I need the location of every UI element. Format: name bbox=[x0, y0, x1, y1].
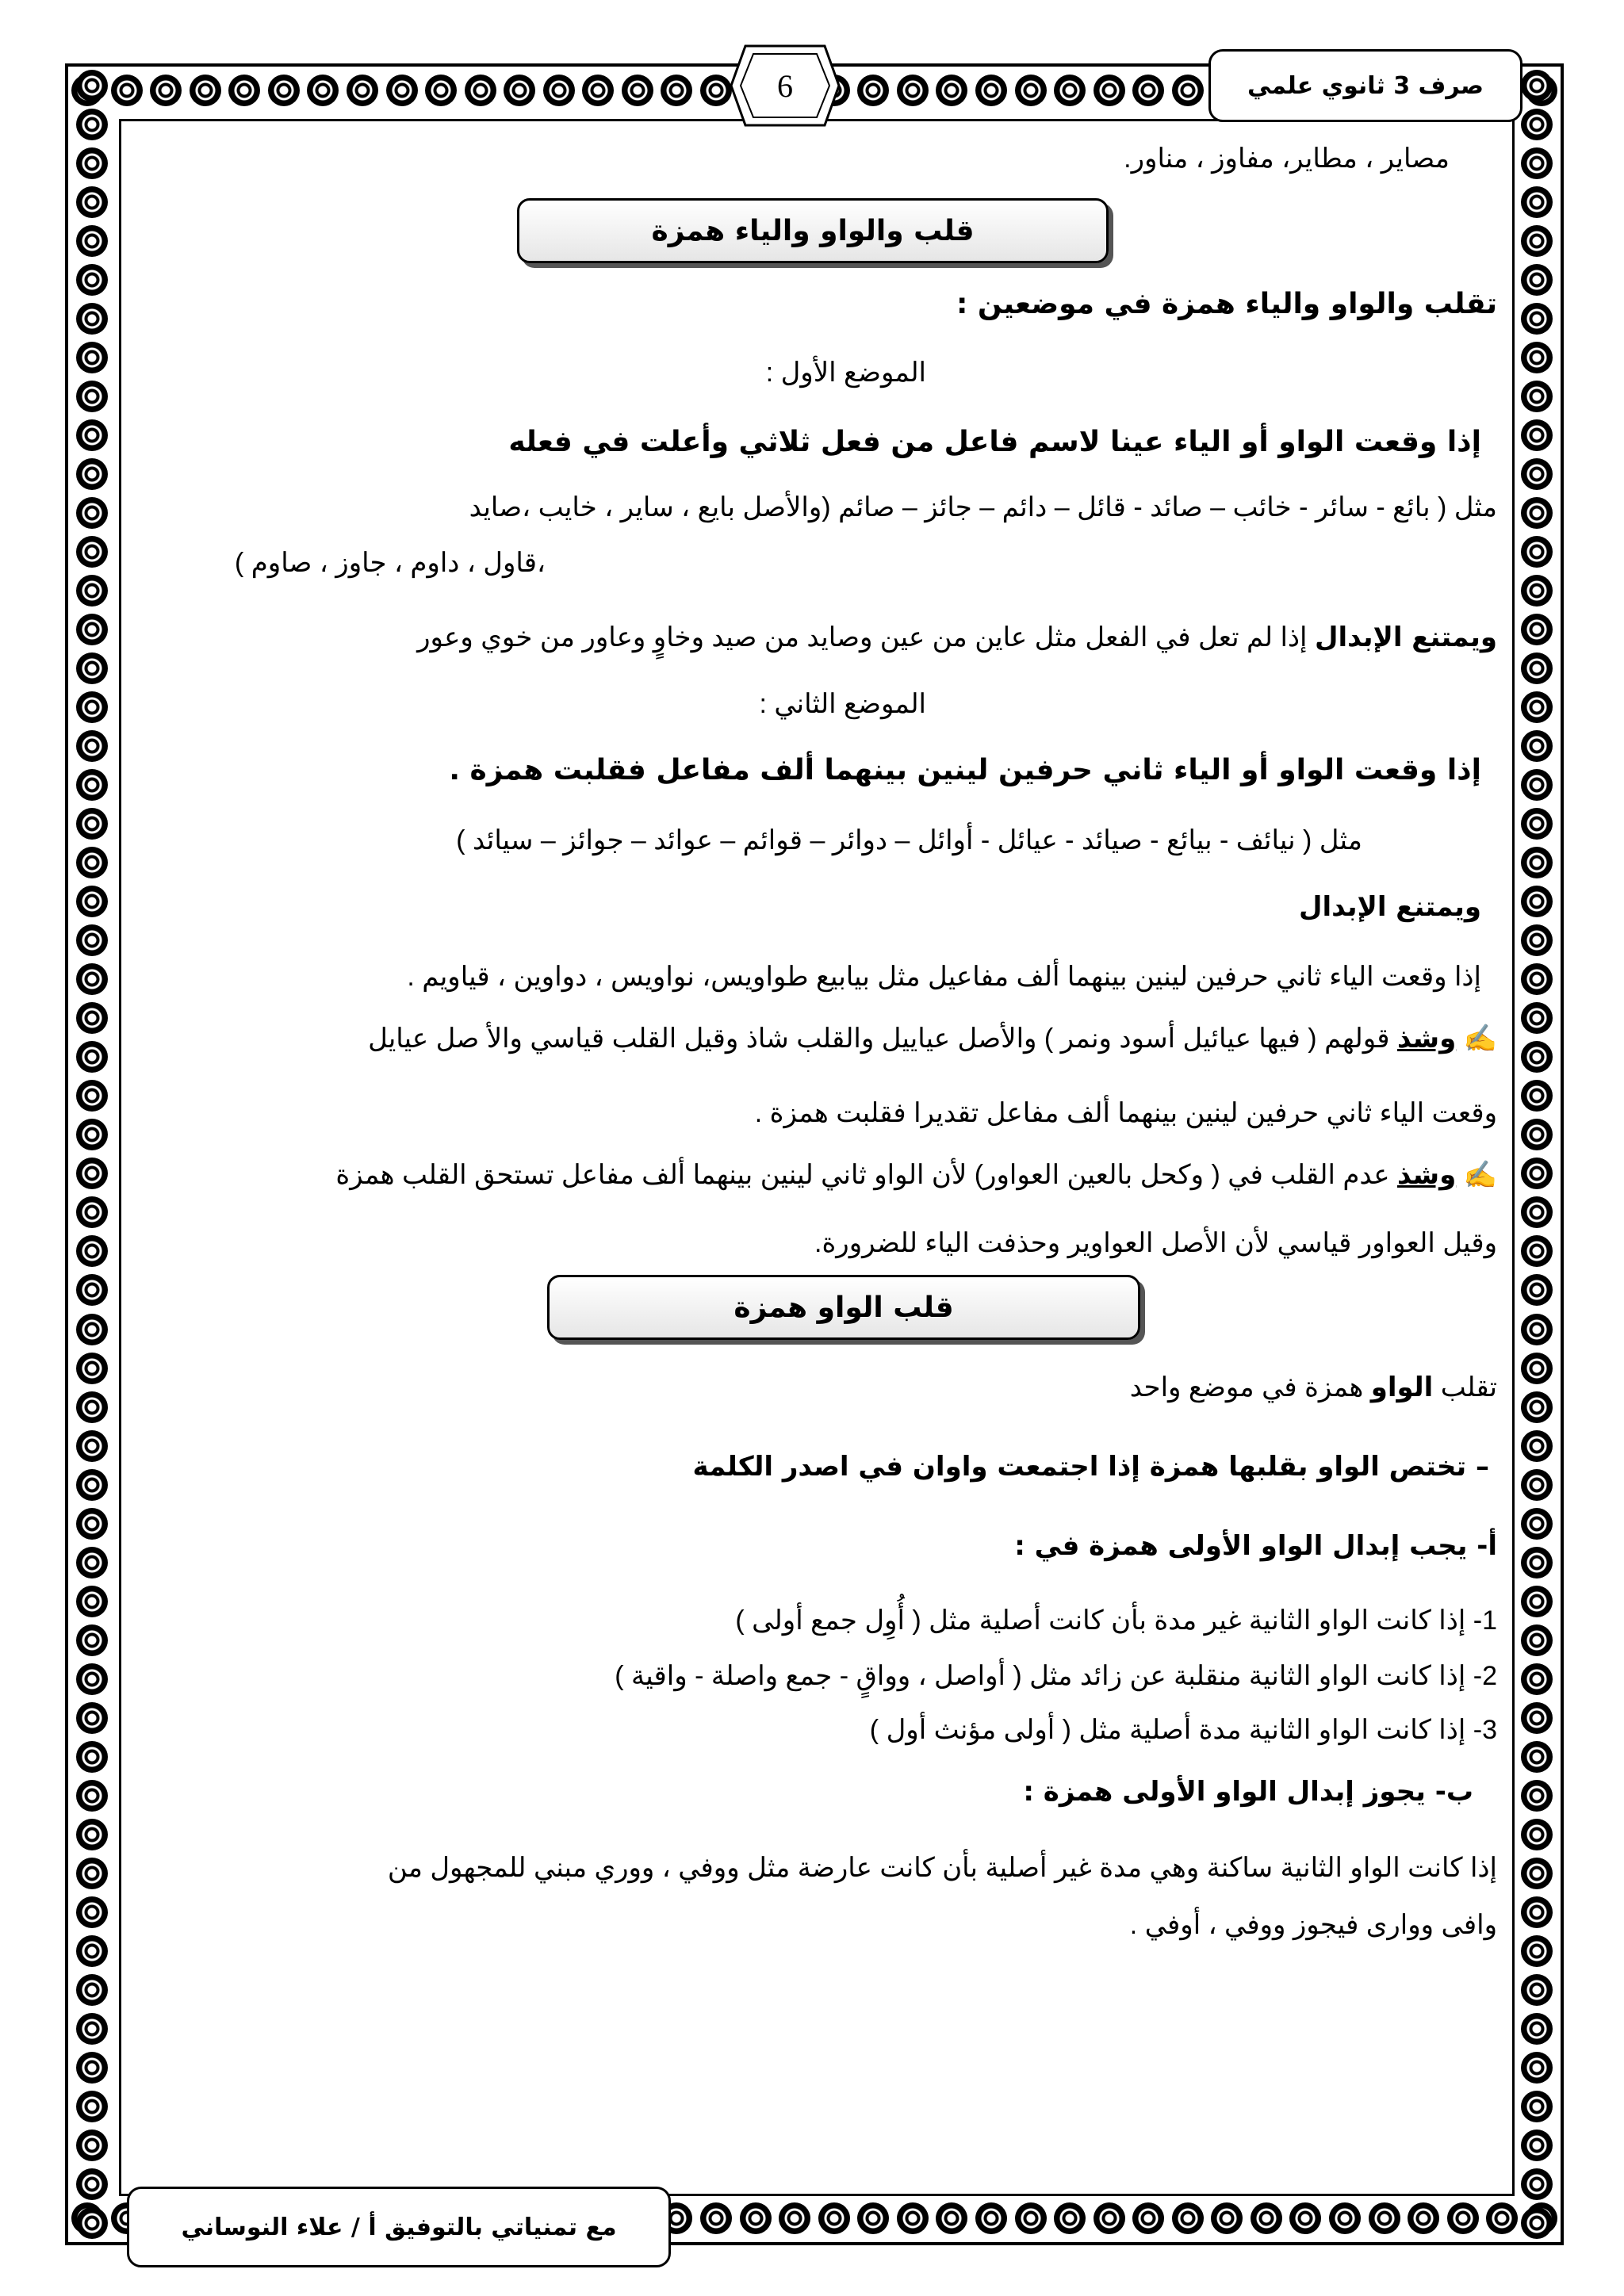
flower-ornament-icon bbox=[76, 1430, 108, 1462]
flower-ornament-icon bbox=[1521, 1391, 1553, 1423]
text-line: وقعت الياء ثاني حرفين لينين بينهما ألف مفاعل تقديرا فقلبت همزة . bbox=[754, 1098, 1497, 1128]
flower-ornament-icon bbox=[1521, 886, 1553, 917]
flower-ornament-icon bbox=[1521, 1974, 1553, 2006]
flower-ornament-icon bbox=[268, 75, 300, 106]
flower-ornament-icon bbox=[465, 75, 496, 106]
flower-ornament-icon bbox=[76, 1702, 108, 1734]
emphasis-text: ويمتنع الإبدال bbox=[1314, 622, 1497, 653]
flower-ornament-icon bbox=[1521, 2091, 1553, 2122]
flower-ornament-icon bbox=[76, 1935, 108, 1967]
flower-ornament-icon bbox=[76, 1624, 108, 1656]
flower-ornament-icon bbox=[1521, 342, 1553, 373]
flower-ornament-icon bbox=[228, 75, 260, 106]
flower-ornament-icon bbox=[1172, 75, 1204, 106]
flower-ornament-icon bbox=[76, 575, 108, 607]
text-line bbox=[1130, 1372, 1497, 1404]
flower-ornament-icon bbox=[1521, 808, 1553, 840]
flower-ornament-icon bbox=[76, 730, 108, 762]
flower-ornament-icon bbox=[1054, 2202, 1086, 2234]
flower-ornament-icon bbox=[76, 497, 108, 529]
text-line: مثل ( نيائف - بيائع - صيائد - عيائل - أوائل – دوائر – قوائم – عوائد – جوائز – سيائد ) bbox=[456, 825, 1362, 855]
text-line: 3- إذا كانت الواو الثانية مدة أصلية مثل ( أولى مؤنث أول ) bbox=[869, 1715, 1497, 1745]
emphasis-text: الواو bbox=[1370, 1372, 1434, 1403]
text-line: تقلب والواو والياء همزة في موضعين : bbox=[956, 288, 1497, 320]
flower-ornament-icon bbox=[1521, 1353, 1553, 1384]
text-line: الموضع الثاني : bbox=[759, 689, 926, 719]
flower-ornament-icon bbox=[76, 381, 108, 412]
pen-icon: ✍ bbox=[1456, 1160, 1497, 1190]
flower-ornament-icon bbox=[76, 1547, 108, 1578]
flower-ornament-icon bbox=[1521, 769, 1553, 801]
text-line: مصاير ، مطاير، مفاوز ، مناور. bbox=[1124, 144, 1450, 174]
flower-ornament-icon bbox=[76, 2207, 108, 2239]
flower-ornament-icon bbox=[386, 75, 418, 106]
flower-ornament-icon bbox=[1408, 2202, 1439, 2234]
flower-ornament-icon bbox=[76, 303, 108, 335]
text-line: إذا وقعت الياء ثاني حرفين لينين بينهما ألف مفاعيل مثل بيابيع طواويس، نواويس ، دواوين ، قياويم . bbox=[407, 962, 1481, 992]
text-line: الموضع الأول : bbox=[765, 358, 926, 388]
flower-ornament-icon bbox=[76, 342, 108, 373]
flower-ornament-icon bbox=[1132, 75, 1164, 106]
flower-ornament-icon bbox=[1211, 2202, 1243, 2234]
flower-ornament-icon bbox=[1521, 109, 1553, 140]
flower-ornament-icon bbox=[1521, 1469, 1553, 1501]
text-line: أ- يجب إبدال الواو الأولى همزة في : bbox=[1014, 1530, 1497, 1562]
flower-ornament-icon bbox=[76, 1469, 108, 1501]
flower-ornament-icon bbox=[1251, 2202, 1282, 2234]
flower-ornament-icon bbox=[307, 75, 339, 106]
flower-ornament-icon bbox=[1447, 2202, 1479, 2234]
flower-ornament-icon bbox=[1521, 1935, 1553, 1967]
flower-ornament-icon bbox=[1521, 1158, 1553, 1189]
flower-ornament-icon bbox=[76, 264, 108, 296]
flower-ornament-icon bbox=[1521, 2052, 1553, 2084]
flower-ornament-icon bbox=[76, 2013, 108, 2045]
text-line bbox=[417, 622, 1497, 654]
flower-ornament-icon bbox=[76, 1508, 108, 1540]
flower-ornament-icon bbox=[897, 75, 929, 106]
flower-border-left bbox=[71, 70, 113, 2239]
flower-ornament-icon bbox=[700, 75, 732, 106]
flower-ornament-icon bbox=[76, 1314, 108, 1345]
flower-ornament-icon bbox=[76, 70, 108, 101]
text-line: إذا كانت الواو الثانية ساكنة وهي مدة غير أصلية بأن كانت عارضة مثل ووفي ، ووري مبني للمجهول من bbox=[387, 1853, 1497, 1883]
flower-ornament-icon bbox=[76, 886, 108, 917]
flower-ornament-icon bbox=[1521, 458, 1553, 490]
flower-ornament-icon bbox=[1094, 75, 1125, 106]
flower-ornament-icon bbox=[76, 691, 108, 723]
flower-ornament-icon bbox=[1521, 1624, 1553, 1656]
flower-ornament-icon bbox=[76, 1974, 108, 2006]
flower-ornament-icon bbox=[1521, 1508, 1553, 1540]
flower-ornament-icon bbox=[1521, 652, 1553, 684]
flower-ornament-icon bbox=[76, 808, 108, 840]
flower-ornament-icon bbox=[1521, 1741, 1553, 1773]
flower-ornament-icon bbox=[1521, 1196, 1553, 1228]
subject-label: صرف 3 ثانوي علمي bbox=[1208, 49, 1522, 122]
flower-ornament-icon bbox=[1521, 963, 1553, 995]
section-title-1: قلب والواو والياء همزة bbox=[517, 198, 1109, 263]
flower-ornament-icon bbox=[936, 2202, 967, 2234]
flower-ornament-icon bbox=[1521, 1819, 1553, 1850]
flower-ornament-icon bbox=[1521, 691, 1553, 723]
flower-ornament-icon bbox=[76, 1002, 108, 1034]
flower-ornament-icon bbox=[76, 769, 108, 801]
flower-ornament-icon bbox=[1521, 1119, 1553, 1150]
flower-ornament-icon bbox=[1369, 2202, 1400, 2234]
text-line: ب- يجوز إبدال الواو الأولى همزة : bbox=[1023, 1776, 1473, 1808]
text-line: مثل ( بائع - سائر - خائب – صائد - قائل – دائم – جائز – صائم (والأصل بايع ، ساير ، خايب ،صايد bbox=[469, 492, 1497, 522]
flower-ornament-icon bbox=[76, 536, 108, 568]
pen-icon: ✍ bbox=[1456, 1024, 1497, 1054]
text-run: قولهم ( فيها عيائيل أسود ونمر ) والأصل عياييل والقلب شاذ وقيل القلب قياسي والأ صل عيايل bbox=[368, 1024, 1397, 1054]
text-line: إذا وقعت الواو أو الياء ثاني حرفين لينين بينهما ألف مفاعل فقلبت همزة . bbox=[449, 754, 1481, 786]
text-line: ويمتنع الإبدال bbox=[1298, 891, 1481, 923]
flower-ornament-icon bbox=[504, 75, 535, 106]
flower-ornament-icon bbox=[76, 1819, 108, 1850]
text-line bbox=[368, 1023, 1497, 1055]
flower-ornament-icon bbox=[1521, 186, 1553, 218]
flower-ornament-icon bbox=[582, 75, 614, 106]
text-run: همزة في موضع واحد bbox=[1129, 1372, 1371, 1402]
flower-ornament-icon bbox=[76, 1235, 108, 1267]
flower-ornament-icon bbox=[76, 1663, 108, 1695]
flower-ornament-icon bbox=[1521, 419, 1553, 451]
flower-ornament-icon bbox=[76, 419, 108, 451]
flower-ornament-icon bbox=[76, 109, 108, 140]
flower-ornament-icon bbox=[76, 1780, 108, 1812]
flower-ornament-icon bbox=[1521, 730, 1553, 762]
text-run: تقلب bbox=[1433, 1372, 1497, 1402]
flower-ornament-icon bbox=[76, 1158, 108, 1189]
flower-ornament-icon bbox=[1015, 2202, 1047, 2234]
flower-ornament-icon bbox=[76, 1741, 108, 1773]
text-line: – تختص الواو بقلبها همزة إذا اجتمعت واوان في اصدر الكلمة bbox=[692, 1451, 1489, 1483]
flower-ornament-icon bbox=[1521, 1858, 1553, 1889]
text-line: 1- إذا كانت الواو الثانية غير مدة بأن كانت أصلية مثل ( أُوِل جمع أولى ) bbox=[735, 1605, 1497, 1636]
flower-ornament-icon bbox=[1521, 575, 1553, 607]
flower-ornament-icon bbox=[661, 75, 692, 106]
flower-ornament-icon bbox=[76, 2091, 108, 2122]
flower-ornament-icon bbox=[1521, 1430, 1553, 1462]
flower-ornament-icon bbox=[1521, 264, 1553, 296]
flower-ornament-icon bbox=[1521, 1002, 1553, 1034]
flower-ornament-icon bbox=[76, 1080, 108, 1112]
emphasis-text: وشذ bbox=[1397, 1023, 1457, 1054]
text-line: 2- إذا كانت الواو الثانية منقلبة عن زائد مثل ( أواصل ، وواقٍ - جمع واصلة - واقية ) bbox=[615, 1661, 1497, 1691]
flower-ornament-icon bbox=[76, 1353, 108, 1384]
flower-ornament-icon bbox=[76, 1858, 108, 1889]
text-line: وافى ووارى فيجوز ووفي ، أوفي . bbox=[1129, 1910, 1497, 1940]
flower-ornament-icon bbox=[700, 2202, 732, 2234]
flower-ornament-icon bbox=[1521, 1314, 1553, 1345]
flower-ornament-icon bbox=[1521, 1586, 1553, 1617]
flower-ornament-icon bbox=[76, 614, 108, 645]
flower-ornament-icon bbox=[1521, 536, 1553, 568]
flower-ornament-icon bbox=[1521, 847, 1553, 878]
flower-ornament-icon bbox=[975, 75, 1007, 106]
flower-ornament-icon bbox=[936, 75, 967, 106]
flower-ornament-icon bbox=[779, 2202, 810, 2234]
flower-ornament-icon bbox=[897, 2202, 929, 2234]
flower-ornament-icon bbox=[818, 2202, 850, 2234]
flower-ornament-icon bbox=[76, 458, 108, 490]
flower-ornament-icon bbox=[1521, 497, 1553, 529]
flower-ornament-icon bbox=[76, 1274, 108, 1306]
flower-ornament-icon bbox=[1521, 70, 1553, 101]
flower-ornament-icon bbox=[190, 75, 221, 106]
flower-ornament-icon bbox=[76, 225, 108, 257]
flower-ornament-icon bbox=[543, 75, 575, 106]
flower-ornament-icon bbox=[1521, 1663, 1553, 1695]
flower-ornament-icon bbox=[1521, 2207, 1553, 2239]
section-title-2: قلب الواو همزة bbox=[547, 1275, 1140, 1340]
flower-ornament-icon bbox=[1521, 1235, 1553, 1267]
flower-ornament-icon bbox=[1521, 1780, 1553, 1812]
flower-ornament-icon bbox=[76, 2130, 108, 2161]
flower-ornament-icon bbox=[975, 2202, 1007, 2234]
footer-signature: مع تمنياتي بالتوفيق أ / علاء النوساني bbox=[127, 2187, 671, 2267]
flower-ornament-icon bbox=[1521, 147, 1553, 179]
flower-ornament-icon bbox=[857, 2202, 889, 2234]
flower-ornament-icon bbox=[76, 1041, 108, 1073]
flower-ornament-icon bbox=[76, 1391, 108, 1423]
flower-ornament-icon bbox=[1521, 2013, 1553, 2045]
flower-ornament-icon bbox=[76, 1196, 108, 1228]
flower-ornament-icon bbox=[1015, 75, 1047, 106]
flower-ornament-icon bbox=[76, 2168, 108, 2200]
flower-ornament-icon bbox=[1289, 2202, 1321, 2234]
flower-ornament-icon bbox=[76, 2052, 108, 2084]
text-line: إذا وقعت الواو أو الياء عينا لاسم فاعل من فعل ثلاثي وأعلت في فعله bbox=[508, 426, 1481, 458]
flower-ornament-icon bbox=[76, 847, 108, 878]
text-run: إذا لم تعل في الفعل مثل عاين من عين وصايد من صيد وخاوٍ وعاور من خوي وعور bbox=[417, 622, 1315, 652]
flower-ornament-icon bbox=[1521, 225, 1553, 257]
flower-ornament-icon bbox=[425, 75, 457, 106]
flower-ornament-icon bbox=[1521, 1702, 1553, 1734]
text-line: وقيل العواور قياسي لأن الأصل العواوير وحذفت الياء للضرورة. bbox=[814, 1228, 1497, 1258]
flower-ornament-icon bbox=[111, 75, 143, 106]
flower-ornament-icon bbox=[1094, 2202, 1125, 2234]
flower-ornament-icon bbox=[1521, 1274, 1553, 1306]
flower-ornament-icon bbox=[1329, 2202, 1361, 2234]
flower-ornament-icon bbox=[1521, 924, 1553, 956]
flower-ornament-icon bbox=[1521, 1547, 1553, 1578]
flower-ornament-icon bbox=[1172, 2202, 1204, 2234]
flower-ornament-icon bbox=[150, 75, 182, 106]
emphasis-text: وشذ bbox=[1397, 1159, 1457, 1191]
flower-ornament-icon bbox=[1054, 75, 1086, 106]
flower-ornament-icon bbox=[1486, 2202, 1518, 2234]
flower-ornament-icon bbox=[76, 652, 108, 684]
flower-ornament-icon bbox=[1521, 1896, 1553, 1928]
text-line bbox=[335, 1159, 1497, 1192]
flower-ornament-icon bbox=[76, 147, 108, 179]
flower-ornament-icon bbox=[857, 75, 889, 106]
flower-ornament-icon bbox=[76, 1119, 108, 1150]
flower-ornament-icon bbox=[76, 924, 108, 956]
flower-ornament-icon bbox=[1132, 2202, 1164, 2234]
flower-ornament-icon bbox=[1521, 381, 1553, 412]
flower-ornament-icon bbox=[76, 963, 108, 995]
flower-ornament-icon bbox=[740, 2202, 772, 2234]
flower-ornament-icon bbox=[76, 1896, 108, 1928]
flower-ornament-icon bbox=[1521, 1080, 1553, 1112]
flower-ornament-icon bbox=[622, 75, 653, 106]
text-line: ،قاول ، داوم ، جاوز ، صاوم ) bbox=[234, 548, 546, 578]
flower-ornament-icon bbox=[1521, 1041, 1553, 1073]
flower-ornament-icon bbox=[1521, 614, 1553, 645]
page-number-text: 6 bbox=[777, 67, 793, 104]
flower-ornament-icon bbox=[76, 186, 108, 218]
page-number bbox=[730, 38, 841, 133]
flower-ornament-icon bbox=[76, 1586, 108, 1617]
flower-ornament-icon bbox=[1521, 2130, 1553, 2161]
flower-border-right bbox=[1516, 70, 1557, 2239]
text-run: عدم القلب في ( وكحل بالعين العواور) لأن الواو ثاني لينين بينهما ألف مفاعل تستحق القلب همزة bbox=[335, 1160, 1397, 1190]
flower-ornament-icon bbox=[1521, 2168, 1553, 2200]
flower-ornament-icon bbox=[347, 75, 378, 106]
flower-ornament-icon bbox=[1521, 303, 1553, 335]
